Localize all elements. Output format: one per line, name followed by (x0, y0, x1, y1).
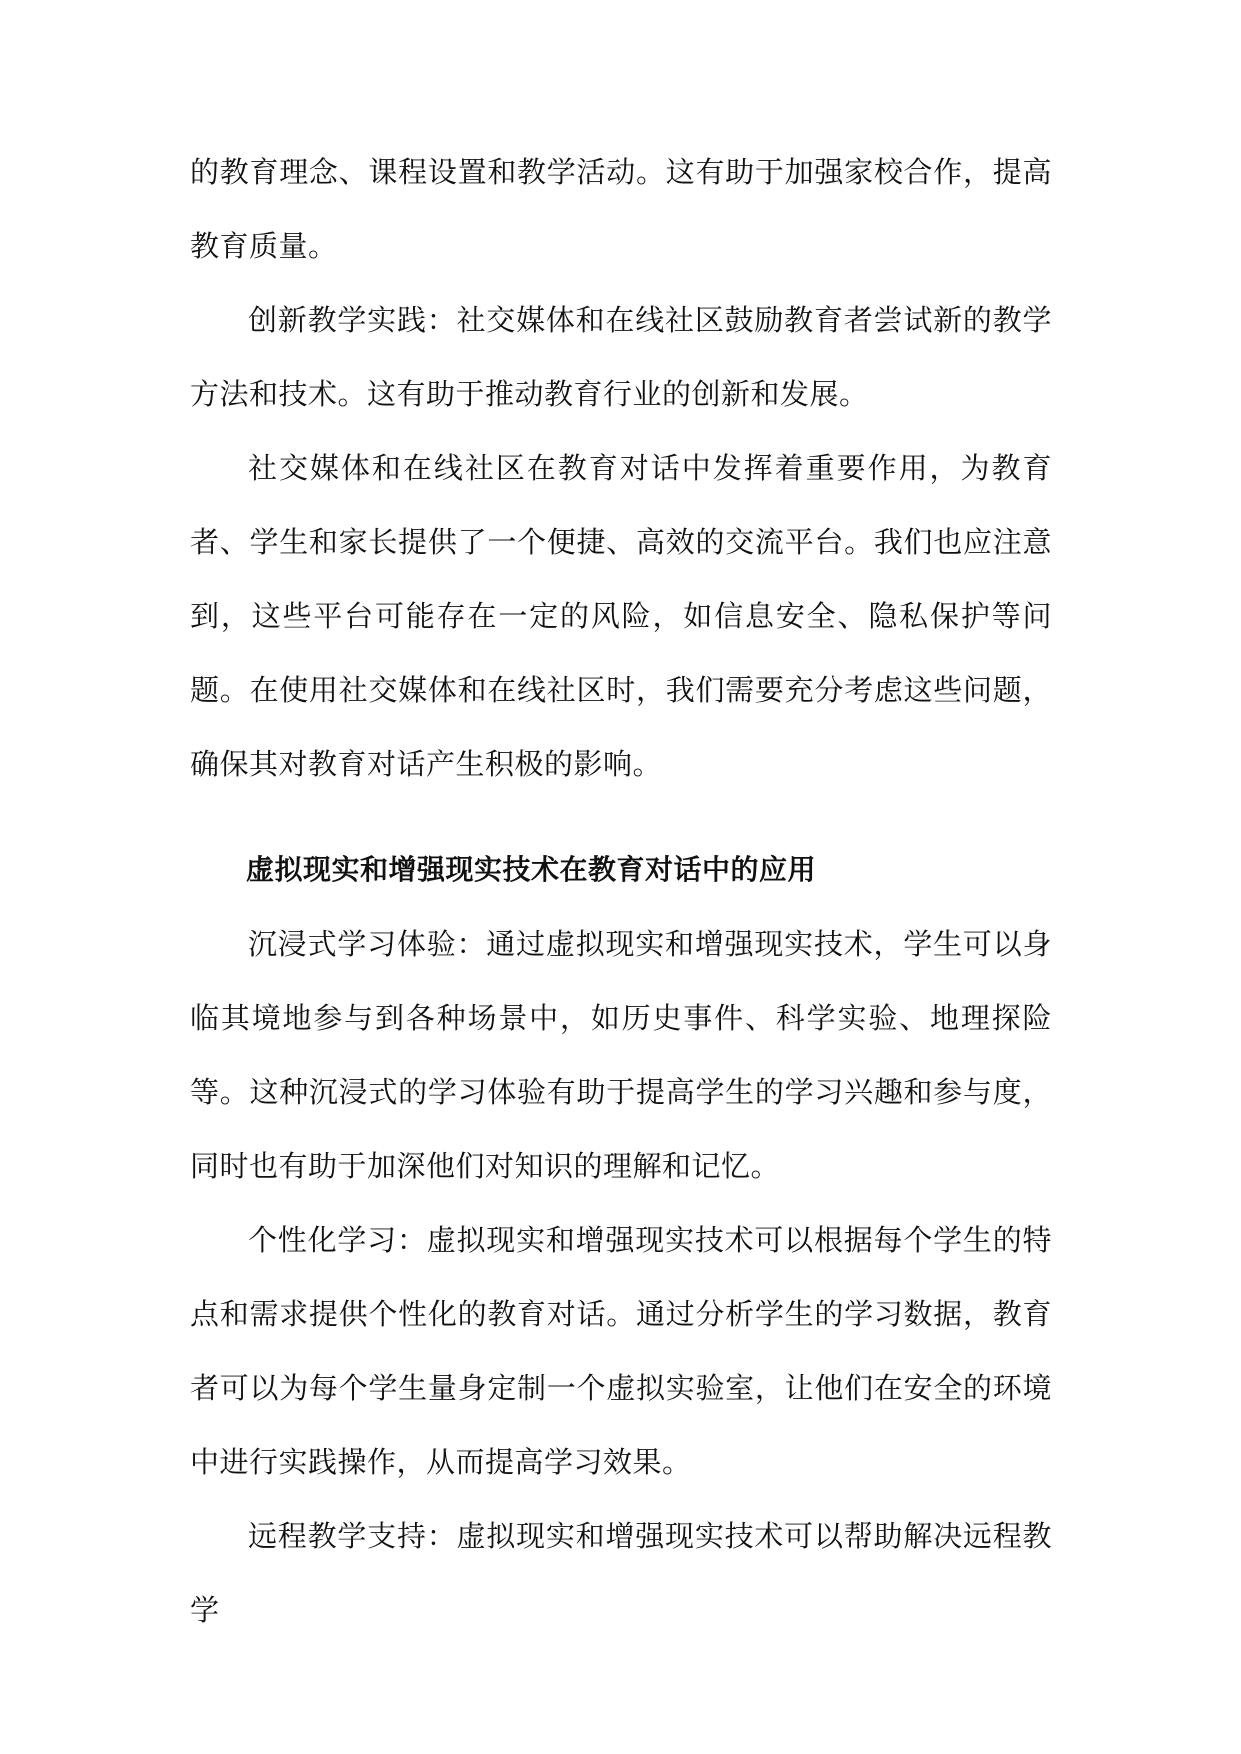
section-heading: 虚拟现实和增强现实技术在教育对话中的应用 (246, 853, 817, 886)
paragraph-continuation: 的教育理念、课程设置和教学活动。这有助于加强家校合作，提高教育质量。 (190, 155, 1052, 263)
paragraph-innovative-teaching: 创新教学实践：社交媒体和在线社区鼓励教育者尝试新的教学方法和技术。这有助于推动教育行业的创新和发展。 (190, 303, 1052, 411)
paragraph-remote-teaching: 远程教学支持：虚拟现实和增强现实技术可以帮助解决远程教学 (190, 1519, 1052, 1627)
document-body (190, 135, 1052, 1647)
paragraph-personalized-learning: 个性化学习：虚拟现实和增强现实技术可以根据每个学生的特点和需求提供个性化的教育对话。通过分析学生的学习数据，教育者可以为每个学生量身定制一个虚拟实验室，让他们在安全的环境中进行实践操作，从而提高学习效果。 (190, 1223, 1052, 1479)
paragraph-social-media-summary: 社交媒体和在线社区在教育对话中发挥着重要作用，为教育者、学生和家长提供了一个便捷、高效的交流平台。我们也应注意到，这些平台可能存在一定的风险，如信息安全、隐私保护等问题。在使用社交媒体和在线社区时，我们需要充分考虑这些问题，确保其对教育对话产生积极的影响。 (190, 451, 1052, 781)
paragraph-immersive-learning: 沉浸式学习体验：通过虚拟现实和增强现实技术，学生可以身临其境地参与到各种场景中，如历史事件、科学实验、地理探险等。这种沉浸式的学习体验有助于提高学生的学习兴趣和参与度，同时也有助于加深他们对知识的理解和记忆。 (190, 927, 1052, 1183)
